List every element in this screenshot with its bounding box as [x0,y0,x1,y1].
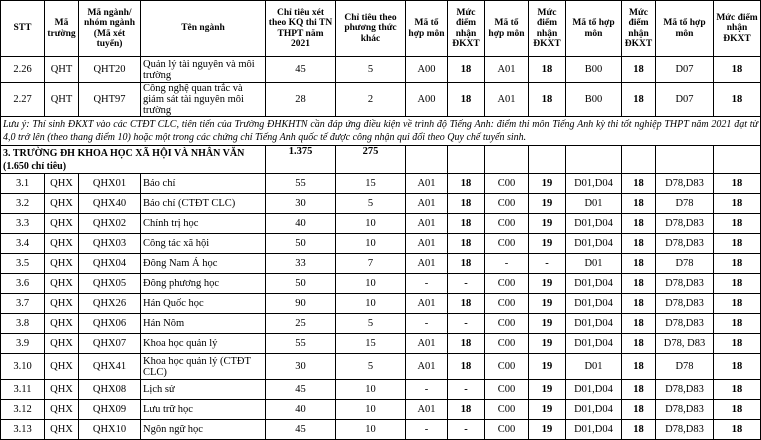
table-cell: 30 [266,194,336,214]
table-cell: 19 [529,314,566,334]
table-cell: 90 [266,294,336,314]
table-row [1,274,761,294]
table-row [1,254,761,274]
table-cell: Ngôn ngữ học [141,420,266,440]
table-cell: C00 [485,354,529,380]
table-cell: Khoa học quản lý (CTĐT CLC) [141,354,266,380]
table-cell: D07 [656,57,714,83]
table-cell: 18 [448,334,485,354]
table-cell: 19 [529,294,566,314]
table-cell: 50 [266,234,336,254]
table-row [1,314,761,334]
table-cell: A00 [406,57,448,83]
table-cell: 45 [266,57,336,83]
table-row [1,214,761,234]
table-cell: D78,D83 [656,420,714,440]
table-cell: D78,D83 [656,294,714,314]
table-cell: QHX [45,314,79,334]
table-cell: 3.10 [1,354,45,380]
table-cell: 3.2 [1,194,45,214]
table-cell: 18 [714,57,761,83]
table-cell: 18 [448,400,485,420]
column-header: Mã tổ hợp môn [656,1,714,57]
table-cell: QHX [45,334,79,354]
table-cell: 40 [266,214,336,234]
table-row [1,194,761,214]
table-cell: 18 [714,194,761,214]
table-cell: 28 [266,83,336,117]
table-cell: C00 [485,174,529,194]
table-cell: C00 [485,294,529,314]
table-cell: Lưu trữ học [141,400,266,420]
table-cell: QHX [45,274,79,294]
table-cell: 18 [622,314,656,334]
table-cell: Khoa học quản lý [141,334,266,354]
table-cell: QHX [45,234,79,254]
table-cell: 18 [714,420,761,440]
table-cell: Công nghệ quan trắc và giám sát tài nguyên môi trường [141,83,266,117]
table-cell: 33 [266,254,336,274]
column-header: Mức điểm nhận ĐKXT [448,1,485,57]
table-cell: 10 [336,214,406,234]
section-quota-total: (1.650 chỉ tiêu) [3,160,67,172]
table-cell: D01,D04 [566,334,622,354]
table-cell: 3.1 [1,174,45,194]
table-cell: C00 [485,214,529,234]
table-cell: D78, D83 [656,334,714,354]
table-cell: QHX01 [79,174,141,194]
empty-cell [714,146,761,174]
table-cell: 5 [336,314,406,334]
empty-cell [622,146,656,174]
table-cell: 19 [529,274,566,294]
table-cell: 18 [714,380,761,400]
table-cell: D01 [566,254,622,274]
table-cell: 2.27 [1,83,45,117]
table-cell: A01 [406,234,448,254]
table-cell: B00 [566,83,622,117]
column-header: Chỉ tiêu theo phương thức khác [336,1,406,57]
table-cell: 7 [336,254,406,274]
table-cell: 18 [622,354,656,380]
table-cell: C00 [485,234,529,254]
column-header: STT [1,1,45,57]
column-header: Tên ngành [141,1,266,57]
table-cell: D78,D83 [656,314,714,334]
table-cell: Báo chí [141,174,266,194]
column-header: Mã trường [45,1,79,57]
table-cell: QHX [45,380,79,400]
column-header: Mức điểm nhận ĐKXT [622,1,656,57]
table-cell: QHX07 [79,334,141,354]
table-cell: 18 [714,254,761,274]
table-cell: 19 [529,214,566,234]
table-cell: 3.13 [1,420,45,440]
table-cell: Hán Nôm [141,314,266,334]
table-cell: Đông phương học [141,274,266,294]
table-cell: Công tác xã hội [141,234,266,254]
table-cell: 18 [622,294,656,314]
table-row [1,294,761,314]
table-cell: 18 [714,334,761,354]
empty-cell [529,146,566,174]
empty-cell [566,146,622,174]
section-title [1,146,266,174]
table-cell: C00 [485,334,529,354]
table-cell: D78 [656,354,714,380]
table-cell: D78 [656,194,714,214]
table-cell: D78,D83 [656,400,714,420]
table-cell: QHX [45,354,79,380]
table-cell: 18 [622,420,656,440]
table-row [1,354,761,380]
table-cell: D01,D04 [566,214,622,234]
table-cell: 18 [714,294,761,314]
table-cell: 18 [622,234,656,254]
table-cell: D78,D83 [656,174,714,194]
table-cell: 3.7 [1,294,45,314]
table-cell: QHX41 [79,354,141,380]
table-cell: 18 [448,234,485,254]
table-cell: 15 [336,174,406,194]
table-cell: A01 [406,254,448,274]
table-cell: Quản lý tài nguyên và môi trường [141,57,266,83]
table-cell: D78,D83 [656,214,714,234]
table-cell: A01 [485,83,529,117]
table-cell: - [406,314,448,334]
empty-cell [448,146,485,174]
table-cell: 5 [336,354,406,380]
table-cell: 18 [714,234,761,254]
table-cell: QHX26 [79,294,141,314]
table-cell: QHX [45,214,79,234]
table-cell: D01,D04 [566,294,622,314]
table-cell: D78,D83 [656,274,714,294]
table-cell: 10 [336,400,406,420]
table-cell: 45 [266,380,336,400]
table-cell: 2 [336,83,406,117]
table-cell: 18 [622,400,656,420]
table-cell: 10 [336,380,406,400]
table-cell: QHX04 [79,254,141,274]
table-cell: QHX [45,174,79,194]
table-cell: A01 [406,294,448,314]
table-cell: - [448,420,485,440]
table-row [1,234,761,254]
table-cell: QHX05 [79,274,141,294]
table-cell: 18 [529,57,566,83]
table-cell: QHX09 [79,400,141,420]
table-cell: 18 [622,83,656,117]
table-cell: C00 [485,314,529,334]
table-cell: 3.4 [1,234,45,254]
table-header [1,1,761,57]
table-cell: QHX08 [79,380,141,400]
column-header: Mã tổ hợp môn [485,1,529,57]
column-header: Mã tổ hợp môn [566,1,622,57]
table-row [1,420,761,440]
table-cell: 55 [266,334,336,354]
table-cell: 50 [266,274,336,294]
table-cell: 18 [448,294,485,314]
table-cell: Chính trị học [141,214,266,234]
table-cell: 55 [266,174,336,194]
table-cell: 18 [448,214,485,234]
table-cell: 10 [336,274,406,294]
table-cell: 2.26 [1,57,45,83]
table-cell: QHX40 [79,194,141,214]
section-row [1,146,761,174]
table-cell: QHX02 [79,214,141,234]
table-cell: C00 [485,194,529,214]
table-cell: 18 [714,274,761,294]
table-cell: 3.3 [1,214,45,234]
table-cell: QHT97 [79,83,141,117]
table-cell: - [448,314,485,334]
table-cell: C00 [485,400,529,420]
table-cell: 18 [714,354,761,380]
table-cell: 19 [529,234,566,254]
table-cell: 18 [714,400,761,420]
table-cell: QHX [45,254,79,274]
table-cell: 15 [336,334,406,354]
table-cell: D01,D04 [566,274,622,294]
table-cell: D07 [656,83,714,117]
table-cell: 10 [336,294,406,314]
table-cell: 18 [714,314,761,334]
table-cell: QHX [45,294,79,314]
table-cell: D01,D04 [566,174,622,194]
table-cell: 19 [529,194,566,214]
table-cell: D01,D04 [566,420,622,440]
table-cell: 18 [622,380,656,400]
table-cell: 18 [529,83,566,117]
column-header: Chỉ tiêu xét theo KQ thi TN THPT năm 2021 [266,1,336,57]
table-cell: 18 [622,214,656,234]
table-cell: QHX [45,194,79,214]
table-cell: Báo chí (CTĐT CLC) [141,194,266,214]
table-cell: B00 [566,57,622,83]
table-cell: C00 [485,380,529,400]
table-cell: 18 [448,174,485,194]
section-quota-other: 275 [336,146,406,174]
table-row [1,380,761,400]
table-cell: A01 [406,194,448,214]
table-cell: 45 [266,420,336,440]
table-cell: QHX10 [79,420,141,440]
table-cell: 30 [266,354,336,380]
table-cell: 18 [714,214,761,234]
table-row [1,400,761,420]
table-cell: 18 [622,174,656,194]
table-cell: 19 [529,354,566,380]
table-cell: 3.9 [1,334,45,354]
table-cell: A01 [406,334,448,354]
column-header: Mã ngành/ nhóm ngành (Mã xét tuyển) [79,1,141,57]
table-cell: - [485,254,529,274]
table-cell: Đông Nam Á học [141,254,266,274]
table-cell: 5 [336,194,406,214]
table-cell: 10 [336,420,406,440]
table-cell: D01,D04 [566,400,622,420]
table-cell: 25 [266,314,336,334]
table-cell: - [529,254,566,274]
table-cell: QHX [45,400,79,420]
table-cell: 18 [622,254,656,274]
table-cell: 18 [448,354,485,380]
table-cell: QHX03 [79,234,141,254]
table-cell: A01 [406,400,448,420]
section-name: 3. TRƯỜNG ĐH KHOA HỌC XÃ HỘI VÀ NHÂN VĂN [3,147,245,159]
table-cell: 19 [529,400,566,420]
table-cell: QHT [45,57,79,83]
table-cell: - [406,420,448,440]
table-cell: QHX [45,420,79,440]
table-cell: 18 [448,194,485,214]
table-cell: D78 [656,254,714,274]
table-cell: 18 [622,334,656,354]
table-cell: A01 [406,354,448,380]
table-cell: A00 [406,83,448,117]
table-cell: 19 [529,174,566,194]
table-cell: QHT [45,83,79,117]
table-cell: - [448,274,485,294]
table-cell: QHX06 [79,314,141,334]
table-cell: D78,D83 [656,234,714,254]
empty-cell [485,146,529,174]
table-row [1,334,761,354]
table-cell: C00 [485,274,529,294]
table-cell: 18 [714,174,761,194]
table-cell: 5 [336,57,406,83]
column-header: Mã tổ hợp môn [406,1,448,57]
table-cell: Lịch sử [141,380,266,400]
note-text: Lưu ý: Thí sinh ĐKXT vào các CTĐT CLC, tiên tiến của Trường ĐHKHTN cần đáp ứng điều kiện về trình độ Tiếng Anh: điểm thi môn Tiếng Anh kỳ thi tốt nghiệp THPT năm 2021 đạt từ 4,0 trở lên (theo thang điểm 10) hoặc một trong các chứng chỉ Tiếng Anh quốc tế được công nhận qui đổi theo Quy chế tuyển sinh. [1,117,761,146]
table-cell: D01,D04 [566,234,622,254]
section-quota-exam: 1.375 [266,146,336,174]
table-cell: 18 [622,57,656,83]
table-cell: 18 [448,57,485,83]
table-cell: 3.11 [1,380,45,400]
table-cell: 18 [622,274,656,294]
table-cell: A01 [406,214,448,234]
table-cell: D78,D83 [656,380,714,400]
table-cell: 3.12 [1,400,45,420]
table-cell: QHT20 [79,57,141,83]
table-cell: 19 [529,380,566,400]
table-cell: - [406,274,448,294]
table-cell: - [406,380,448,400]
table-cell: 18 [448,83,485,117]
table-cell: A01 [406,174,448,194]
table-row [1,57,761,83]
table-cell: 19 [529,420,566,440]
table-cell: D01,D04 [566,314,622,334]
table-cell: 3.6 [1,274,45,294]
table-cell: 3.8 [1,314,45,334]
column-header: Mức điểm nhận ĐKXT [529,1,566,57]
table-cell: D01 [566,194,622,214]
table-cell: 18 [448,254,485,274]
empty-cell [656,146,714,174]
table-cell: - [448,380,485,400]
table-cell: 40 [266,400,336,420]
table-cell: 3.5 [1,254,45,274]
note-row [1,117,761,146]
table-row [1,174,761,194]
table-cell: 18 [622,194,656,214]
table-cell: D01 [566,354,622,380]
table-cell: Hán Quốc học [141,294,266,314]
table-cell: A01 [485,57,529,83]
table-cell: 10 [336,234,406,254]
column-header: Mức điểm nhận ĐKXT [714,1,761,57]
table-cell: 18 [714,83,761,117]
table-cell: D01,D04 [566,380,622,400]
table-cell: 19 [529,334,566,354]
table-cell: C00 [485,420,529,440]
table-row [1,83,761,117]
empty-cell [406,146,448,174]
